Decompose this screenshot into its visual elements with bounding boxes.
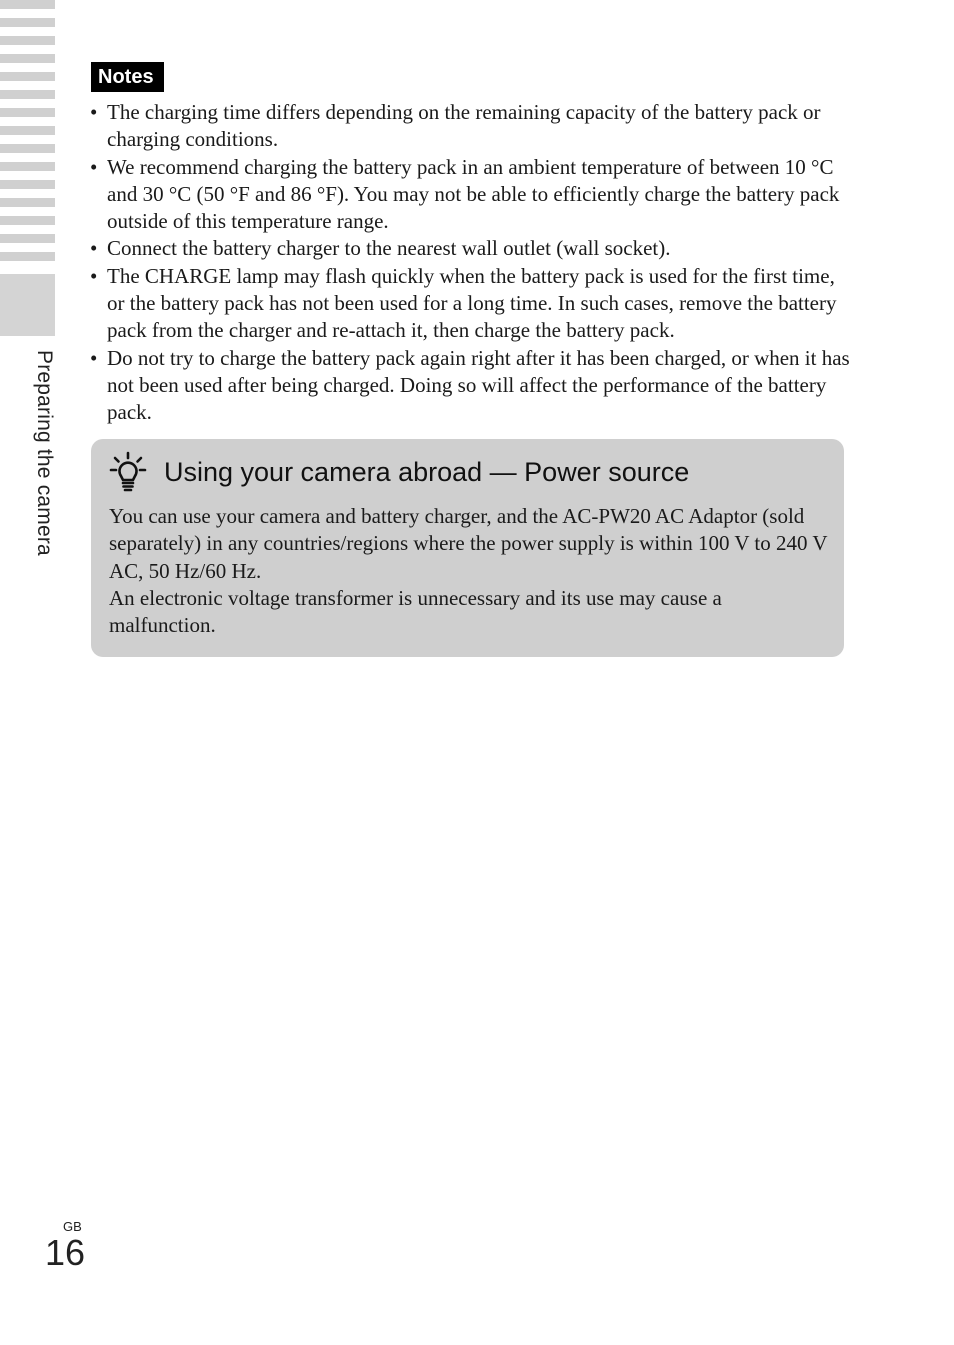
section-label: Preparing the camera (33, 350, 56, 556)
tip-title: Using your camera abroad — Power source (164, 457, 690, 487)
lightbulb-icon (109, 451, 147, 495)
tip-box (91, 439, 844, 657)
page-region-label: GB (63, 1219, 82, 1234)
tip-paragraph: An electronic voltage transformer is unnecessary and its use may cause a malfunction. (109, 585, 722, 638)
list-item (90, 99, 850, 154)
bullet: • (90, 154, 98, 179)
list-item (90, 263, 850, 345)
bullet: • (90, 100, 98, 124)
list-item (90, 235, 850, 262)
list-item (90, 154, 850, 236)
bullet: • (90, 236, 98, 261)
side-tab-marker (0, 274, 55, 336)
tip-paragraph: You can use your camera and battery charger, and the AC-PW20 AC Adaptor (sold separately) in any countries/regions where the power supply is within 100 V to 240 V AC, 50 Hz/60 Hz. (109, 504, 828, 583)
notes-list (90, 99, 850, 427)
page-number: 16 (45, 1232, 86, 1273)
note-text: We recommend charging the battery pack in an ambient temperature of between 10 °C and 30 °C (50 °F and 86 °F). You may not be able to efficiently charge the battery pack outside of this temperature range. (107, 154, 840, 234)
list-item (90, 345, 850, 427)
note-text: The charging time differs depending on the remaining capacity of the battery pack or charging conditions. (107, 100, 821, 152)
bullet: • (90, 263, 98, 288)
note-text: The CHARGE lamp may flash quickly when the battery pack is used for the first time, or the battery pack has not been used for a long time. In such cases, remove the battery pack from the charger and re-attach it, then charge the battery pack. (107, 263, 837, 343)
tip-body (109, 503, 829, 639)
notes-badge: Notes (91, 62, 164, 92)
side-tab-stripes (0, 0, 55, 270)
bullet: • (90, 345, 98, 370)
note-text: Do not try to charge the battery pack again right after it has been charged, or when it has not been used after being charged. Doing so will affect the performance of the battery pack. (107, 345, 850, 425)
note-text: Connect the battery charger to the nearest wall outlet (wall socket). (107, 236, 671, 261)
